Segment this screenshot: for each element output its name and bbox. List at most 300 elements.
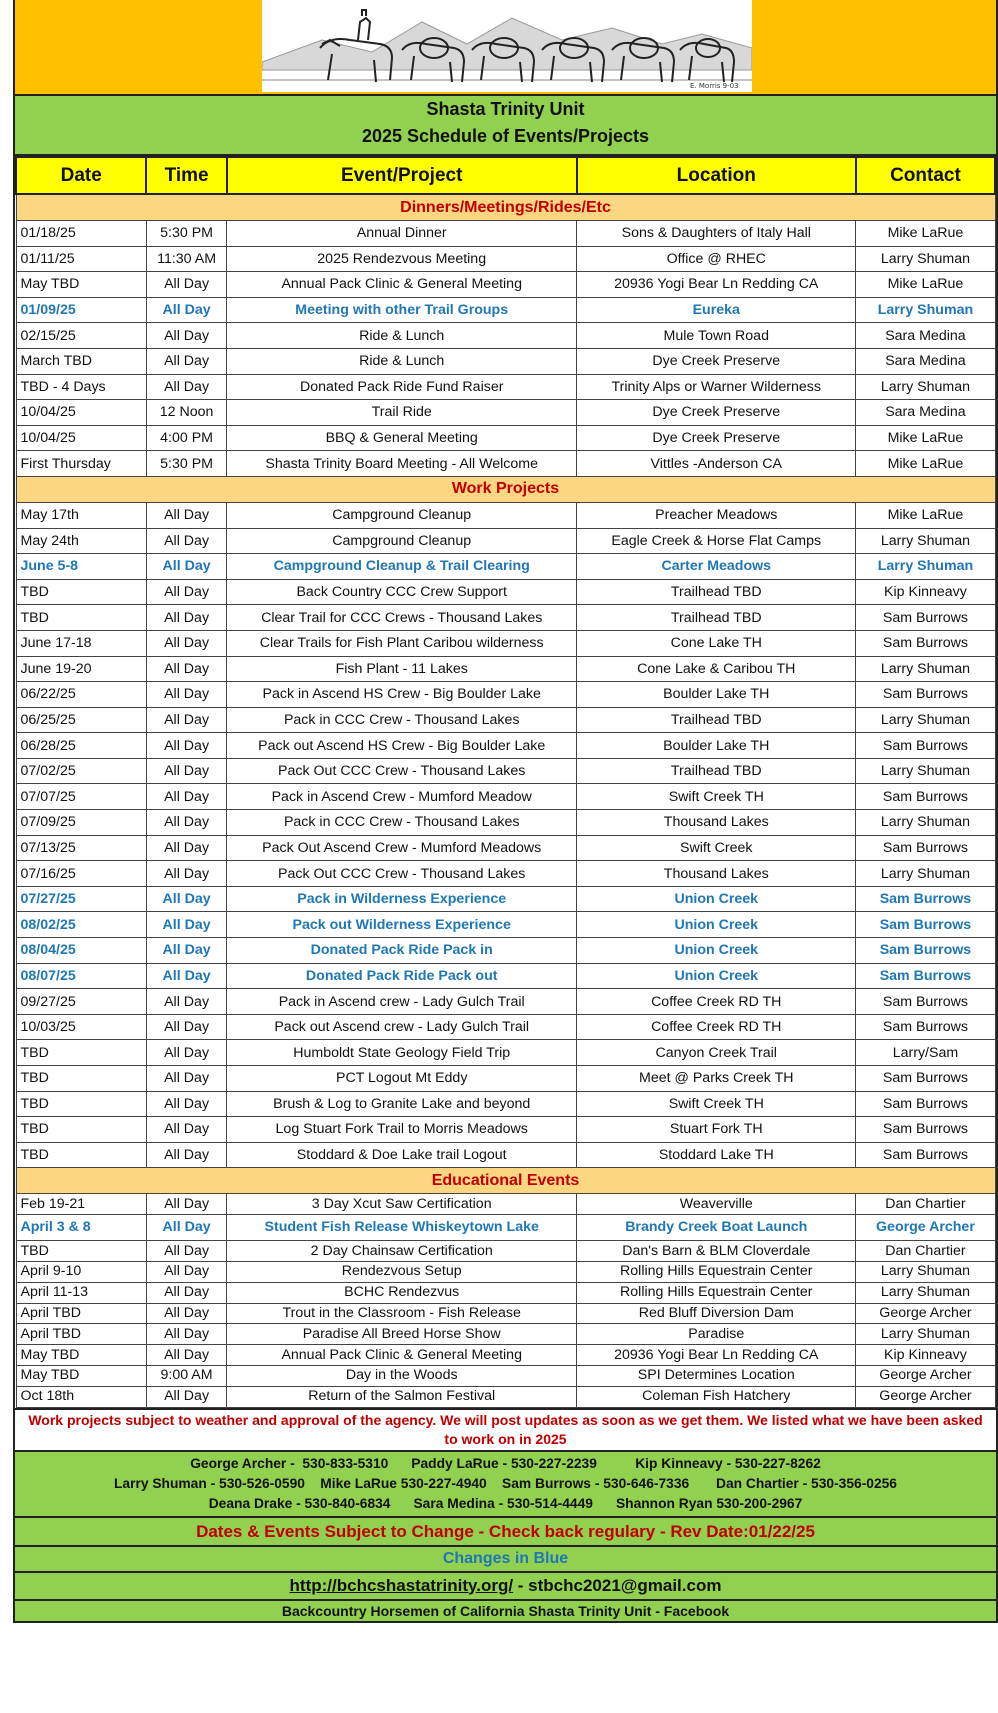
location-cell: Stoddard Lake TH [577,1142,856,1168]
date-cell: 01/09/25 [16,297,146,323]
date-cell: Oct 18th [16,1386,146,1407]
schedule-row [16,963,995,989]
time-cell: All Day [146,554,226,580]
location-cell: Union Creek [577,938,856,964]
column-header-time: Time [146,157,226,194]
schedule-row [16,1261,995,1282]
work-projects-notice: Work projects subject to weather and approval of the agency. We will post updates as soon as we get them. We listed what we have been asked to work on in 2025 [15,1408,996,1450]
time-cell: All Day [146,579,226,605]
event-cell: Pack Out CCC Crew - Thousand Lakes [227,758,577,784]
schedule-row [16,835,995,861]
location-cell: Trailhead TBD [577,579,856,605]
date-cell: April TBD [16,1324,146,1345]
event-cell: Clear Trails for Fish Plant Caribou wilderness [227,630,577,656]
schedule-row [16,323,995,349]
date-cell: 07/07/25 [16,784,146,810]
date-cell: Feb 19-21 [16,1194,146,1215]
time-cell: All Day [146,784,226,810]
schedule-row [16,656,995,682]
event-cell: Pack in CCC Crew - Thousand Lakes [227,810,577,836]
time-cell: 9:00 AM [146,1365,226,1386]
contact-cell: Larry Shuman [856,758,995,784]
date-cell: 01/11/25 [16,246,146,272]
location-cell: Thousand Lakes [577,861,856,887]
event-cell: Pack in CCC Crew - Thousand Lakes [227,707,577,733]
date-cell: May 17th [16,502,146,528]
date-cell: May TBD [16,272,146,298]
contact-cell: Mike LaRue [856,451,995,477]
event-cell: Clear Trail for CCC Crews - Thousand Lakes [227,605,577,631]
location-cell: Vittles -Anderson CA [577,451,856,477]
time-cell: All Day [146,502,226,528]
time-cell: All Day [146,272,226,298]
schedule-row [16,297,995,323]
time-cell: All Day [146,297,226,323]
schedule-row [16,400,995,426]
date-cell: June 5-8 [16,554,146,580]
location-cell: Coleman Fish Hatchery [577,1386,856,1407]
contact-cell: Sam Burrows [856,1066,995,1092]
event-cell: Campground Cleanup [227,528,577,554]
contact-line: Deana Drake - 530-840-6834 Sara Medina - 530-514-4449 Shannon Ryan 530-200-2967 [208,1495,803,1511]
location-cell: Meet @ Parks Creek TH [577,1066,856,1092]
date-cell: April 3 & 8 [16,1215,146,1241]
time-cell: All Day [146,1117,226,1143]
contact-cell: Sam Burrows [856,938,995,964]
event-cell: Fish Plant - 11 Lakes [227,656,577,682]
contact-cell: Sara Medina [856,323,995,349]
location-cell: Preacher Meadows [577,502,856,528]
schedule-row [16,1282,995,1303]
column-header-location: Location [577,157,856,194]
location-cell: Union Creek [577,912,856,938]
email-text: - stbchc2021@gmail.com [513,1575,722,1595]
contact-cell: Larry Shuman [856,656,995,682]
time-cell: All Day [146,758,226,784]
section-header-row [16,1168,995,1194]
location-cell: Weaverville [577,1194,856,1215]
time-cell: All Day [146,938,226,964]
location-cell: Eagle Creek & Horse Flat Camps [577,528,856,554]
time-cell: 12 Noon [146,400,226,426]
schedule-row [16,374,995,400]
section-header-row [16,476,995,502]
schedule-row [16,1324,995,1345]
date-cell: 08/04/25 [16,938,146,964]
location-cell: Office @ RHEC [577,246,856,272]
event-cell: Rendezvous Setup [227,1261,577,1282]
contact-cell: Mike LaRue [856,272,995,298]
contact-cell: George Archer [856,1215,995,1241]
schedule-title: 2025 Schedule of Events/Projects [361,126,650,146]
time-cell: All Day [146,1261,226,1282]
column-header-event: Event/Project [227,157,577,194]
date-cell: TBD [16,1040,146,1066]
schedule-row [16,682,995,708]
event-cell: Pack out Ascend crew - Lady Gulch Trail [227,1014,577,1040]
event-cell: Campground Cleanup & Trail Clearing [227,554,577,580]
location-cell: Thousand Lakes [577,810,856,836]
date-cell: April 11-13 [16,1282,146,1303]
unit-title: Shasta Trinity Unit [426,99,585,119]
contact-cell: Kip Kinneavy [856,1345,995,1366]
event-cell: Donated Pack Ride Pack out [227,963,577,989]
event-cell: Brush & Log to Granite Lake and beyond [227,1091,577,1117]
date-cell: 07/13/25 [16,835,146,861]
artist-signature: E. Morris 9-03 [690,82,739,90]
location-cell: Paradise [577,1324,856,1345]
event-cell: 2025 Rendezvous Meeting [227,246,577,272]
organization-line: Backcountry Horsemen of California Shasta Trinity Unit - Facebook [15,1599,996,1623]
schedule-row [16,630,995,656]
location-cell: Canyon Creek Trail [577,1040,856,1066]
event-cell: Pack in Ascend crew - Lady Gulch Trail [227,989,577,1015]
schedule-row [16,554,995,580]
section-title: Dinners/Meetings/Rides/Etc [16,194,995,221]
event-cell: BCHC Rendezvus [227,1282,577,1303]
schedule-row [16,861,995,887]
contact-cell: Sam Burrows [856,1091,995,1117]
time-cell: All Day [146,707,226,733]
changes-in-blue-note: Changes in Blue [15,1545,996,1571]
event-cell: Trail Ride [227,400,577,426]
schedule-row [16,579,995,605]
contact-cell: Sam Burrows [856,605,995,631]
date-cell: May TBD [16,1345,146,1366]
schedule-body [16,194,995,1407]
location-cell: Boulder Lake TH [577,733,856,759]
date-cell: 01/18/25 [16,221,146,247]
event-cell: Pack in Ascend HS Crew - Big Boulder Lake [227,682,577,708]
location-cell: Cone Lake TH [577,630,856,656]
date-cell: May 24th [16,528,146,554]
time-cell: All Day [146,1091,226,1117]
section-header-row [16,194,995,221]
event-cell: Donated Pack Ride Fund Raiser [227,374,577,400]
time-cell: All Day [146,1066,226,1092]
contact-cell: Kip Kinneavy [856,579,995,605]
contact-cell: Sam Burrows [856,1117,995,1143]
schedule-row [16,425,995,451]
contact-cell: Sam Burrows [856,733,995,759]
event-cell: Return of the Salmon Festival [227,1386,577,1407]
date-cell: TBD [16,579,146,605]
time-cell: 5:30 PM [146,221,226,247]
event-cell: Pack in Ascend Crew - Mumford Meadow [227,784,577,810]
contact-cell: Larry Shuman [856,707,995,733]
location-cell: 20936 Yogi Bear Ln Redding CA [577,1345,856,1366]
time-cell: All Day [146,1142,226,1168]
date-cell: 06/28/25 [16,733,146,759]
time-cell: All Day [146,630,226,656]
contact-cell: Larry/Sam [856,1040,995,1066]
event-cell: Shasta Trinity Board Meeting - All Welcome [227,451,577,477]
contact-cell: Larry Shuman [856,810,995,836]
location-cell: Coffee Creek RD TH [577,989,856,1015]
date-cell: April 9-10 [16,1261,146,1282]
date-cell: TBD [16,1241,146,1262]
contact-cell: Sam Burrows [856,1142,995,1168]
event-cell: Trout in the Classroom - Fish Release [227,1303,577,1324]
event-cell: Humboldt State Geology Field Trip [227,1040,577,1066]
contact-cell: Sam Burrows [856,784,995,810]
event-cell: Annual Dinner [227,221,577,247]
time-cell: All Day [146,989,226,1015]
schedule-row [16,1014,995,1040]
location-cell: Brandy Creek Boat Launch [577,1215,856,1241]
contact-cell: Sam Burrows [856,630,995,656]
contact-cell: Mike LaRue [856,502,995,528]
schedule-row [16,733,995,759]
time-cell: All Day [146,835,226,861]
pack-string-illustration [262,0,752,92]
location-cell: Dye Creek Preserve [577,425,856,451]
contact-cell: George Archer [856,1365,995,1386]
date-cell: TBD [16,605,146,631]
time-cell: All Day [146,912,226,938]
event-cell: Annual Pack Clinic & General Meeting [227,272,577,298]
schedule-row [16,707,995,733]
time-cell: All Day [146,374,226,400]
event-cell: 3 Day Xcut Saw Certification [227,1194,577,1215]
location-cell: Swift Creek TH [577,1091,856,1117]
schedule-row [16,886,995,912]
location-cell: Rolling Hills Equestrain Center [577,1261,856,1282]
schedule-row [16,758,995,784]
contact-list [15,1450,996,1516]
date-cell: 07/02/25 [16,758,146,784]
event-cell: Pack out Wilderness Experience [227,912,577,938]
schedule-row [16,912,995,938]
date-cell: TBD [16,1142,146,1168]
contact-cell: Sam Burrows [856,682,995,708]
schedule-row [16,451,995,477]
contact-cell: George Archer [856,1303,995,1324]
section-title: Work Projects [16,476,995,502]
schedule-sheet [13,0,998,1623]
contact-cell: Sam Burrows [856,963,995,989]
date-cell: April TBD [16,1303,146,1324]
location-cell: Sons & Daughters of Italy Hall [577,221,856,247]
event-cell: Pack out Ascend HS Crew - Big Boulder Lake [227,733,577,759]
contact-cell: Larry Shuman [856,528,995,554]
location-cell: Red Bluff Diversion Dam [577,1303,856,1324]
event-cell: Ride & Lunch [227,348,577,374]
time-cell: All Day [146,1282,226,1303]
date-cell: June 19-20 [16,656,146,682]
time-cell: All Day [146,656,226,682]
time-cell: All Day [146,1303,226,1324]
contact-cell: Mike LaRue [856,221,995,247]
date-cell: TBD [16,1091,146,1117]
schedule-row [16,1194,995,1215]
location-cell: Swift Creek TH [577,784,856,810]
contact-cell: Sam Burrows [856,989,995,1015]
date-cell: TBD [16,1117,146,1143]
website-link[interactable]: http://bchcshastatrinity.org/ [289,1575,514,1595]
header-banner [15,0,996,94]
event-cell: 2 Day Chainsaw Certification [227,1241,577,1262]
event-cell: Meeting with other Trail Groups [227,297,577,323]
website-line [15,1571,996,1599]
event-cell: Day in the Woods [227,1365,577,1386]
event-cell: Back Country CCC Crew Support [227,579,577,605]
time-cell: All Day [146,1040,226,1066]
date-cell: 10/04/25 [16,400,146,426]
date-cell: June 17-18 [16,630,146,656]
location-cell: 20936 Yogi Bear Ln Redding CA [577,272,856,298]
location-cell: Rolling Hills Equestrain Center [577,1282,856,1303]
location-cell: Trinity Alps or Warner Wilderness [577,374,856,400]
contact-cell: Sam Burrows [856,912,995,938]
date-cell: 08/02/25 [16,912,146,938]
time-cell: 4:00 PM [146,425,226,451]
schedule-row [16,810,995,836]
time-cell: All Day [146,605,226,631]
date-cell: 07/09/25 [16,810,146,836]
time-cell: All Day [146,1194,226,1215]
contact-cell: Sara Medina [856,348,995,374]
date-cell: May TBD [16,1365,146,1386]
contact-cell: Sara Medina [856,400,995,426]
time-cell: All Day [146,861,226,887]
schedule-table [15,156,996,1408]
schedule-row [16,1142,995,1168]
contact-cell: Larry Shuman [856,554,995,580]
contact-line: George Archer - 530-833-5310 Paddy LaRue - 530-227-2239 Kip Kinneavy - 530-227-8262 [190,1455,821,1471]
contact-cell: Larry Shuman [856,374,995,400]
event-cell: PCT Logout Mt Eddy [227,1066,577,1092]
date-cell: TBD - 4 Days [16,374,146,400]
contact-cell: Sam Burrows [856,1014,995,1040]
contact-cell: Larry Shuman [856,246,995,272]
contact-cell: Larry Shuman [856,1261,995,1282]
time-cell: All Day [146,1386,226,1407]
event-cell: Stoddard & Doe Lake trail Logout [227,1142,577,1168]
location-cell: Boulder Lake TH [577,682,856,708]
time-cell: All Day [146,1014,226,1040]
schedule-row [16,989,995,1015]
schedule-row [16,1386,995,1407]
section-title: Educational Events [16,1168,995,1194]
schedule-row [16,784,995,810]
schedule-row [16,1241,995,1262]
location-cell: Trailhead TBD [577,758,856,784]
contact-cell: Larry Shuman [856,861,995,887]
pack-string-drawing [262,0,752,92]
location-cell: Carter Meadows [577,554,856,580]
schedule-row [16,1091,995,1117]
time-cell: All Day [146,810,226,836]
location-cell: SPI Determines Location [577,1365,856,1386]
contact-cell: Sam Burrows [856,835,995,861]
schedule-row [16,1117,995,1143]
time-cell: All Day [146,1215,226,1241]
date-cell: March TBD [16,348,146,374]
title-band [15,94,996,156]
contact-cell: Dan Chartier [856,1241,995,1262]
event-cell: Campground Cleanup [227,502,577,528]
location-cell: Dye Creek Preserve [577,348,856,374]
column-header-contact: Contact [856,157,995,194]
schedule-row [16,502,995,528]
time-cell: All Day [146,682,226,708]
location-cell: Mule Town Road [577,323,856,349]
schedule-row [16,1303,995,1324]
time-cell: All Day [146,1345,226,1366]
location-cell: Trailhead TBD [577,707,856,733]
location-cell: Swift Creek [577,835,856,861]
contact-cell: Larry Shuman [856,1324,995,1345]
date-cell: 10/04/25 [16,425,146,451]
schedule-row [16,528,995,554]
schedule-row [16,272,995,298]
event-cell: Pack Out CCC Crew - Thousand Lakes [227,861,577,887]
date-cell: 06/22/25 [16,682,146,708]
contact-cell: Larry Shuman [856,1282,995,1303]
schedule-row [16,246,995,272]
event-cell: BBQ & General Meeting [227,425,577,451]
schedule-row [16,605,995,631]
contact-cell: Larry Shuman [856,297,995,323]
time-cell: All Day [146,886,226,912]
schedule-row [16,1040,995,1066]
date-cell: 09/27/25 [16,989,146,1015]
schedule-row [16,1345,995,1366]
event-cell: Donated Pack Ride Pack in [227,938,577,964]
event-cell: Paradise All Breed Horse Show [227,1324,577,1345]
change-notice: Dates & Events Subject to Change - Check back regulary - Rev Date:01/22/25 [15,1516,996,1545]
date-cell: 08/07/25 [16,963,146,989]
time-cell: All Day [146,348,226,374]
date-cell: 10/03/25 [16,1014,146,1040]
date-cell: 02/15/25 [16,323,146,349]
location-cell: Union Creek [577,886,856,912]
location-cell: Union Creek [577,963,856,989]
date-cell: First Thursday [16,451,146,477]
schedule-row [16,938,995,964]
event-cell: Pack Out Ascend Crew - Mumford Meadows [227,835,577,861]
date-cell: TBD [16,1066,146,1092]
contact-cell: Dan Chartier [856,1194,995,1215]
location-cell: Stuart Fork TH [577,1117,856,1143]
event-cell: Student Fish Release Whiskeytown Lake [227,1215,577,1241]
schedule-row [16,1066,995,1092]
contact-cell: Sam Burrows [856,886,995,912]
location-cell: Eureka [577,297,856,323]
time-cell: All Day [146,963,226,989]
schedule-row [16,1215,995,1241]
schedule-row [16,221,995,247]
time-cell: All Day [146,323,226,349]
event-cell: Annual Pack Clinic & General Meeting [227,1345,577,1366]
location-cell: Cone Lake & Caribou TH [577,656,856,682]
location-cell: Dye Creek Preserve [577,400,856,426]
contact-line: Larry Shuman - 530-526-0590 Mike LaRue 530-227-4940 Sam Burrows - 530-646-7336 Dan Chartier - 530-356-0256 [114,1475,897,1491]
contact-cell: George Archer [856,1386,995,1407]
event-cell: Log Stuart Fork Trail to Morris Meadows [227,1117,577,1143]
date-cell: 06/25/25 [16,707,146,733]
location-cell: Coffee Creek RD TH [577,1014,856,1040]
time-cell: 5:30 PM [146,451,226,477]
event-cell: Pack in Wilderness Experience [227,886,577,912]
time-cell: 11:30 AM [146,246,226,272]
contact-cell: Mike LaRue [856,425,995,451]
schedule-row [16,348,995,374]
column-header-row [16,157,995,194]
event-cell: Ride & Lunch [227,323,577,349]
time-cell: All Day [146,1241,226,1262]
